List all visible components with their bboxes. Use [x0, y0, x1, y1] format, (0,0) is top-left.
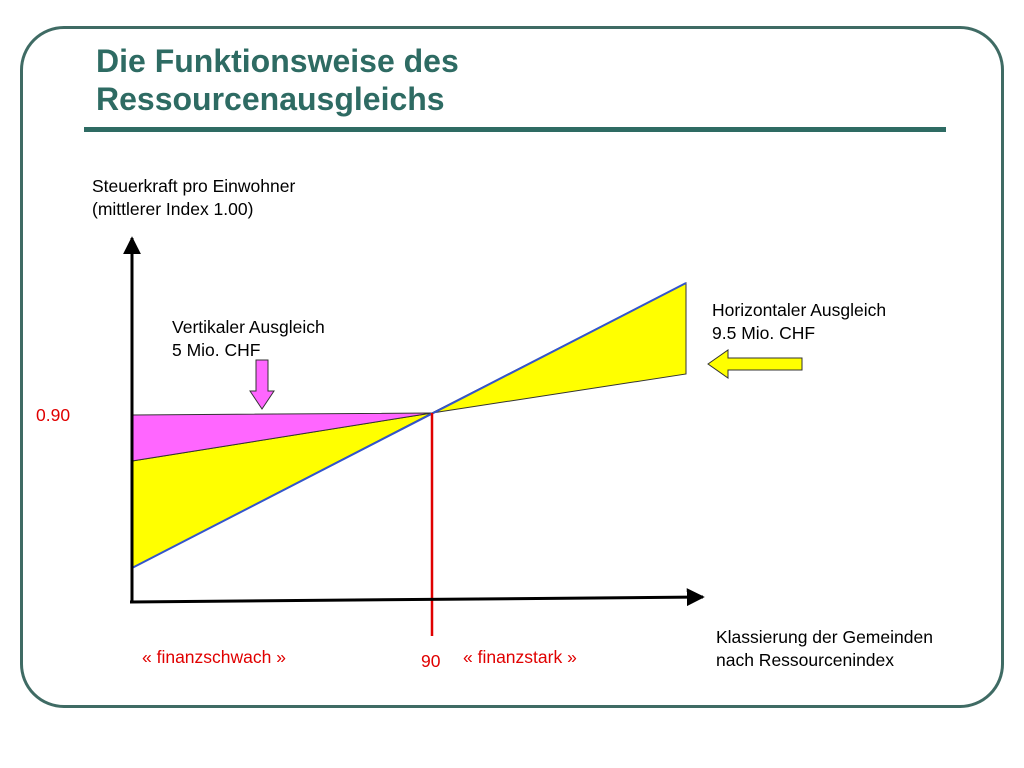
vertical-label-line-1: Vertikaler Ausgleich	[172, 317, 325, 337]
right-region-label: « finanzstark »	[463, 647, 577, 667]
vertical-arrow-icon	[250, 360, 274, 409]
vertical-label-line-2: 5 Mio. CHF	[172, 340, 261, 360]
x-axis-label-line-2: nach Ressourcenindex	[716, 650, 895, 670]
title-line-1: Die Funktionsweise des	[96, 43, 459, 79]
horizontal-compensation-label	[712, 299, 886, 345]
vertical-compensation-label	[172, 316, 325, 362]
horizontal-label-line-1: Horizontaler Ausgleich	[712, 300, 887, 320]
horizontal-label-line-2: 9.5 Mio. CHF	[712, 323, 816, 343]
threshold-x-label: 90	[421, 651, 441, 671]
y-axis-label-line-1: Steuerkraft pro Einwohner	[92, 176, 296, 196]
y-axis-label-line-2: (mittlerer Index 1.00)	[92, 199, 254, 219]
x-axis-label-line-1: Klassierung der Gemeinden	[716, 627, 933, 647]
left-region-label: « finanzschwach »	[142, 647, 286, 667]
x-axis-label	[716, 626, 933, 672]
x-axis	[130, 597, 703, 602]
threshold-y-label: 0.90	[36, 405, 71, 425]
horizontal-arrow-icon	[708, 350, 802, 378]
title-line-2: Ressourcenausgleichs	[96, 81, 445, 117]
y-axis-label	[92, 175, 295, 221]
